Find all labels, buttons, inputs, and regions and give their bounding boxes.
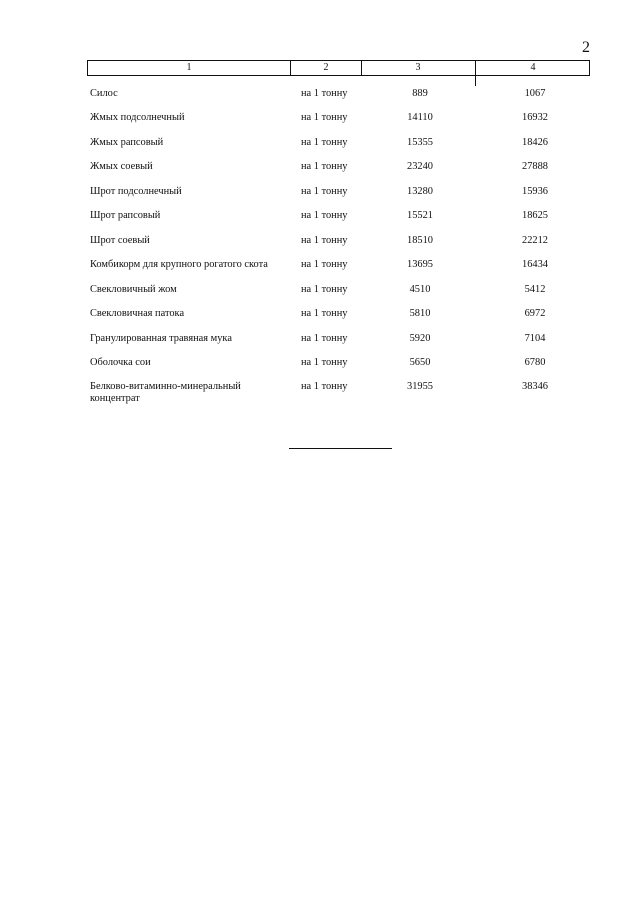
- row-name: Силос: [90, 88, 118, 99]
- row-value-col4: 27888: [522, 161, 548, 172]
- row-name: Свекловичная патока: [90, 308, 185, 319]
- row-value-col3: 15355: [407, 137, 433, 148]
- row-name: Свекловичный жом: [90, 284, 177, 295]
- row-name: Жмых рапсовый: [90, 137, 164, 148]
- row-name: Шрот подсолнечный: [90, 186, 182, 197]
- row-value-col4: 1067: [524, 88, 546, 99]
- row-value-col3: 5920: [409, 333, 431, 344]
- row-value-col4: 5412: [524, 284, 546, 295]
- row-unit: на 1 тонну: [301, 88, 348, 99]
- table-header: [88, 60, 590, 76]
- row-value-col4: 16932: [522, 112, 548, 123]
- row-value-col4: 15936: [522, 186, 548, 197]
- row-unit: на 1 тонну: [301, 161, 348, 172]
- row-value-col3: 889: [412, 88, 428, 99]
- row-name: Комбикорм для крупного рогатого скота: [90, 259, 268, 270]
- row-value-col3: 18510: [407, 235, 433, 246]
- row-value-col3: 15521: [407, 210, 433, 221]
- header-col-1: 1: [186, 62, 192, 73]
- row-value-col3: 5650: [409, 357, 431, 368]
- row-value-col4: 22212: [522, 235, 548, 246]
- row-value-col3: 4510: [409, 284, 431, 295]
- page-number: 2: [582, 39, 590, 56]
- row-name: Гранулированная травяная мука: [90, 333, 232, 344]
- header-col-2: 2: [323, 62, 329, 73]
- header-col-4: 4: [530, 62, 536, 73]
- row-name: Шрот рапсовый: [90, 210, 161, 221]
- row-value-col4: 6972: [524, 308, 546, 319]
- row-unit: на 1 тонну: [301, 186, 348, 197]
- row-value-col3: 14110: [407, 112, 433, 123]
- row-unit: на 1 тонну: [301, 308, 348, 319]
- header-divider: [589, 60, 590, 76]
- row-unit: на 1 тонну: [301, 235, 348, 246]
- row-name: Белково-витаминно-минеральный концентрат: [90, 381, 241, 404]
- row-unit: на 1 тонну: [301, 137, 348, 148]
- row-value-col3: 23240: [407, 161, 433, 172]
- end-of-document-line: [289, 448, 392, 449]
- row-unit: на 1 тонну: [301, 357, 348, 368]
- row-unit: на 1 тонну: [301, 333, 348, 344]
- row-value-col4: 6780: [524, 357, 546, 368]
- row-name: Оболочка сои: [90, 357, 151, 368]
- row-value-col3: 31955: [407, 381, 433, 392]
- row-unit: на 1 тонну: [301, 210, 348, 221]
- row-name: Жмых соевый: [90, 161, 153, 172]
- row-unit: на 1 тонну: [301, 259, 348, 270]
- row-value-col3: 13695: [407, 259, 433, 270]
- row-value-col4: 38346: [522, 381, 548, 392]
- row-unit: на 1 тонну: [301, 284, 348, 295]
- row-value-col4: 7104: [524, 333, 546, 344]
- row-name: Шрот соевый: [90, 235, 150, 246]
- header-col-3: 3: [415, 62, 421, 73]
- row-value-col4: 16434: [522, 259, 548, 270]
- row-name: Жмых подсолнечный: [90, 112, 185, 123]
- row-value-col3: 5810: [409, 308, 431, 319]
- row-unit: на 1 тонну: [301, 112, 348, 123]
- row-value-col4: 18426: [522, 137, 548, 148]
- row-unit: на 1 тонну: [301, 381, 348, 392]
- row-value-col3: 13280: [407, 186, 433, 197]
- row-value-col4: 18625: [522, 210, 548, 221]
